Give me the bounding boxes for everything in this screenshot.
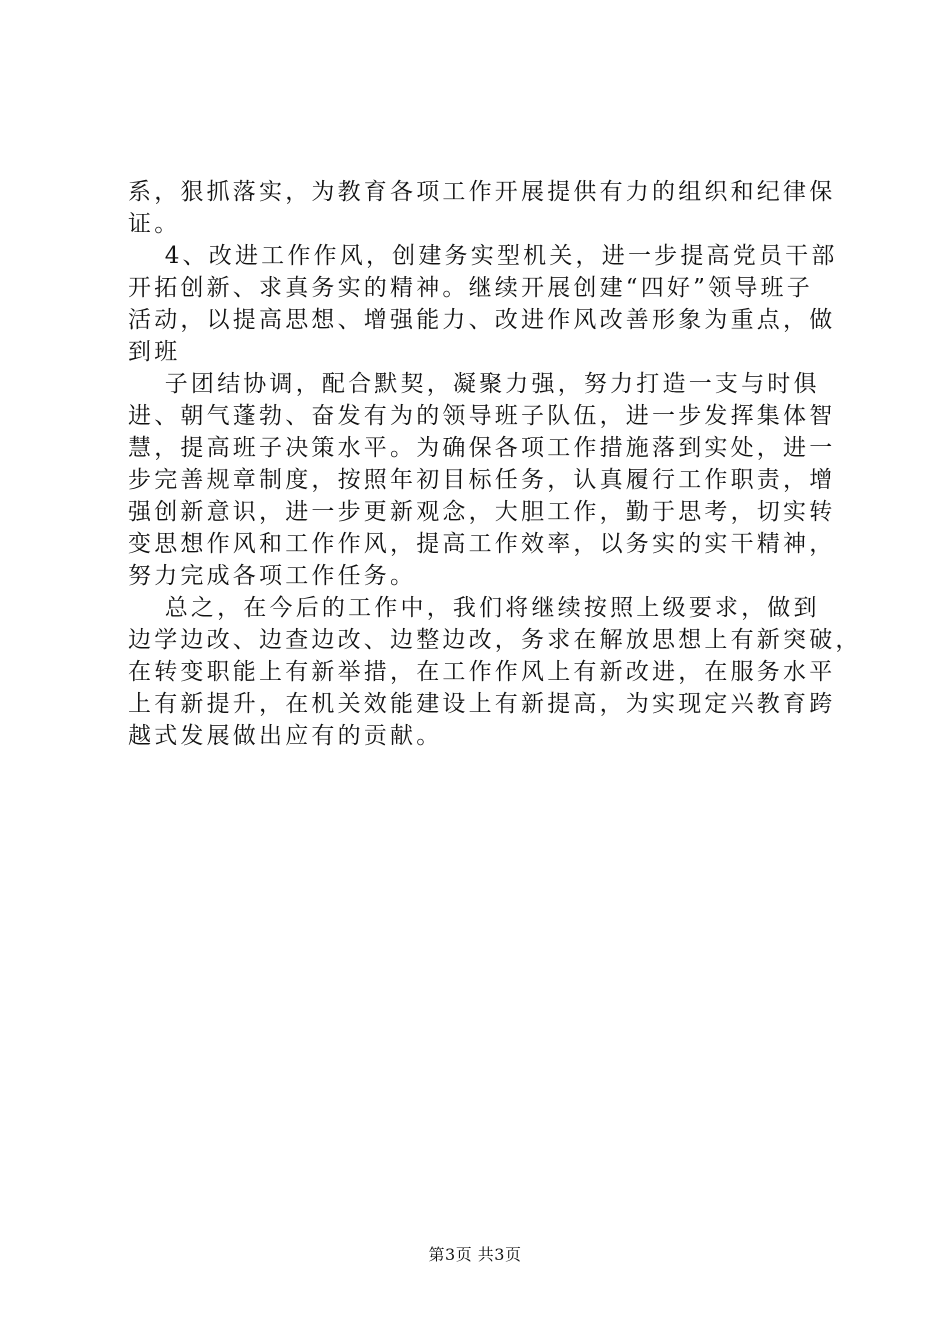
text-line: 步完善规章制度，按照年初目标任务，认真履行工作职责，增 <box>128 467 836 493</box>
document-body <box>128 176 862 752</box>
text-line: 总之，在今后的工作中，我们将继续按照上级要求，做到 <box>128 595 820 621</box>
text-line: 变思想作风和工作作风，提高工作效率，以务实的实干精神， <box>128 531 836 557</box>
text-line: 努力完成各项工作任务。 <box>128 563 417 589</box>
text-line: 进、朝气蓬勃、奋发有为的领导班子队伍，进一步发挥集体智 <box>128 403 836 429</box>
text-line: 慧，提高班子决策水平。为确保各项工作措施落到实处，进一 <box>128 435 836 461</box>
text-line: 到班 <box>128 339 181 365</box>
text-line: 4、改进工作作风，创建务实型机关，进一步提高党员干部 <box>128 243 838 269</box>
text-line: 证。 <box>128 211 181 237</box>
text-line: 活动，以提高思想、增强能力、改进作风改善形象为重点，做 <box>128 307 836 333</box>
text-line: 边学边改、边查边改、边整边改，务求在解放思想上有新突破， <box>128 627 862 653</box>
text-line: 子团结协调，配合默契，凝聚力强，努力打造一支与时俱 <box>128 371 820 397</box>
text-line: 上有新提升，在机关效能建设上有新提高，为实现定兴教育跨 <box>128 691 836 717</box>
text-line: 强创新意识，进一步更新观念，大胆工作，勤于思考，切实转 <box>128 499 836 525</box>
page-footer: 第3页 共3页 <box>428 1245 522 1264</box>
text-line: 开拓创新、求真务实的精神。继续开展创建“四好”领导班子 <box>128 275 813 301</box>
text-line: 在转变职能上有新举措，在工作作风上有新改进，在服务水平 <box>128 659 836 685</box>
text-line: 越式发展做出应有的贡献。 <box>128 723 443 749</box>
text-line: 系，狠抓落实，为教育各项工作开展提供有力的组织和纪律保 <box>128 179 836 205</box>
